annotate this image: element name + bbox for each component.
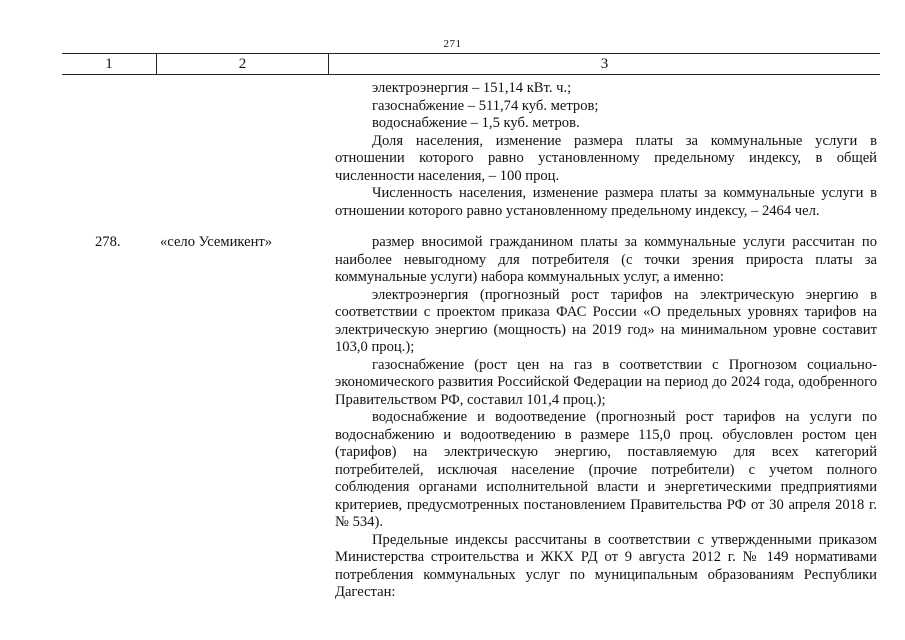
header-col-1: 1 xyxy=(62,54,157,74)
header-col-3: 3 xyxy=(600,55,609,72)
row-number: 278. xyxy=(95,234,121,250)
header-col-2: 2 xyxy=(157,54,329,74)
water-norm-line: водоснабжение – 1,5 куб. метров. xyxy=(372,115,580,131)
water-paragraph: водоснабжение и водоотведение (прогнозный рост тарифов на услуги по водоснабжению и водоотведению в размере 115,0 проц. обусловлен ростом цен (тарифов) на электрическую энергию, поставляемую для всех категорий потребителей, исключая население (прочие потребители) с учетом полного соблюдения органами исполнительной власти и энергетическими предприятиями критериев, предусмотренных постановлением Правительства РФ от 30 апреля 2018 г. № 534). xyxy=(335,409,877,530)
electricity-norm-line: электроэнергия – 151,14 кВт. ч.; xyxy=(372,80,572,96)
population-count-paragraph: Численность населения, изменение размера платы за коммунальные услуги в отношении которого равно установленному предельному индексу, – 2464 чел. xyxy=(335,185,877,219)
settlement-name: «село Усемикент» xyxy=(160,234,273,250)
gas-norm-line: газоснабжение – 511,74 куб. метров; xyxy=(372,97,599,114)
previous-row-continuation xyxy=(335,80,877,220)
population-share-paragraph: Доля населения, изменение размера платы за коммунальные услуги в отношении которого равно установленному предельному индексу, в общей численности населения, – 100 проц. xyxy=(335,132,877,184)
indices-paragraph: Предельные индексы рассчитаны в соответствии с утвержденными приказом Министерства строительства и ЖКХ РД от 9 августа 2012 г. № 149 нормативами потребления коммунальных услуг по муниципальным образованиям Республики Дагестан: xyxy=(335,531,877,600)
row-278-description xyxy=(335,234,877,602)
electricity-paragraph: электроэнергия (прогнозный рост тарифов на электрическую энергию в соответствии с проектом приказа ФАС России «О предельных уровнях тарифов на электрическую энергию (мощность) на 2019 год» на минимальном уровне составит 103,0 проц.); xyxy=(335,286,877,355)
gas-paragraph: газоснабжение (рост цен на газ в соответствии с Прогнозом социально-экономического развития Российской Федерации на период до 2024 года, одобренного Правительством РФ, составил 101,4 проц.); xyxy=(335,356,877,408)
payment-calculation-intro: размер вносимой гражданином платы за коммунальные услуги рассчитан по наиболее невыгодному для потребителя (с точки зрения прироста платы за коммунальные услуги) набора коммунальных услуг, а именно: xyxy=(335,234,877,285)
page-number: 271 xyxy=(443,38,462,50)
